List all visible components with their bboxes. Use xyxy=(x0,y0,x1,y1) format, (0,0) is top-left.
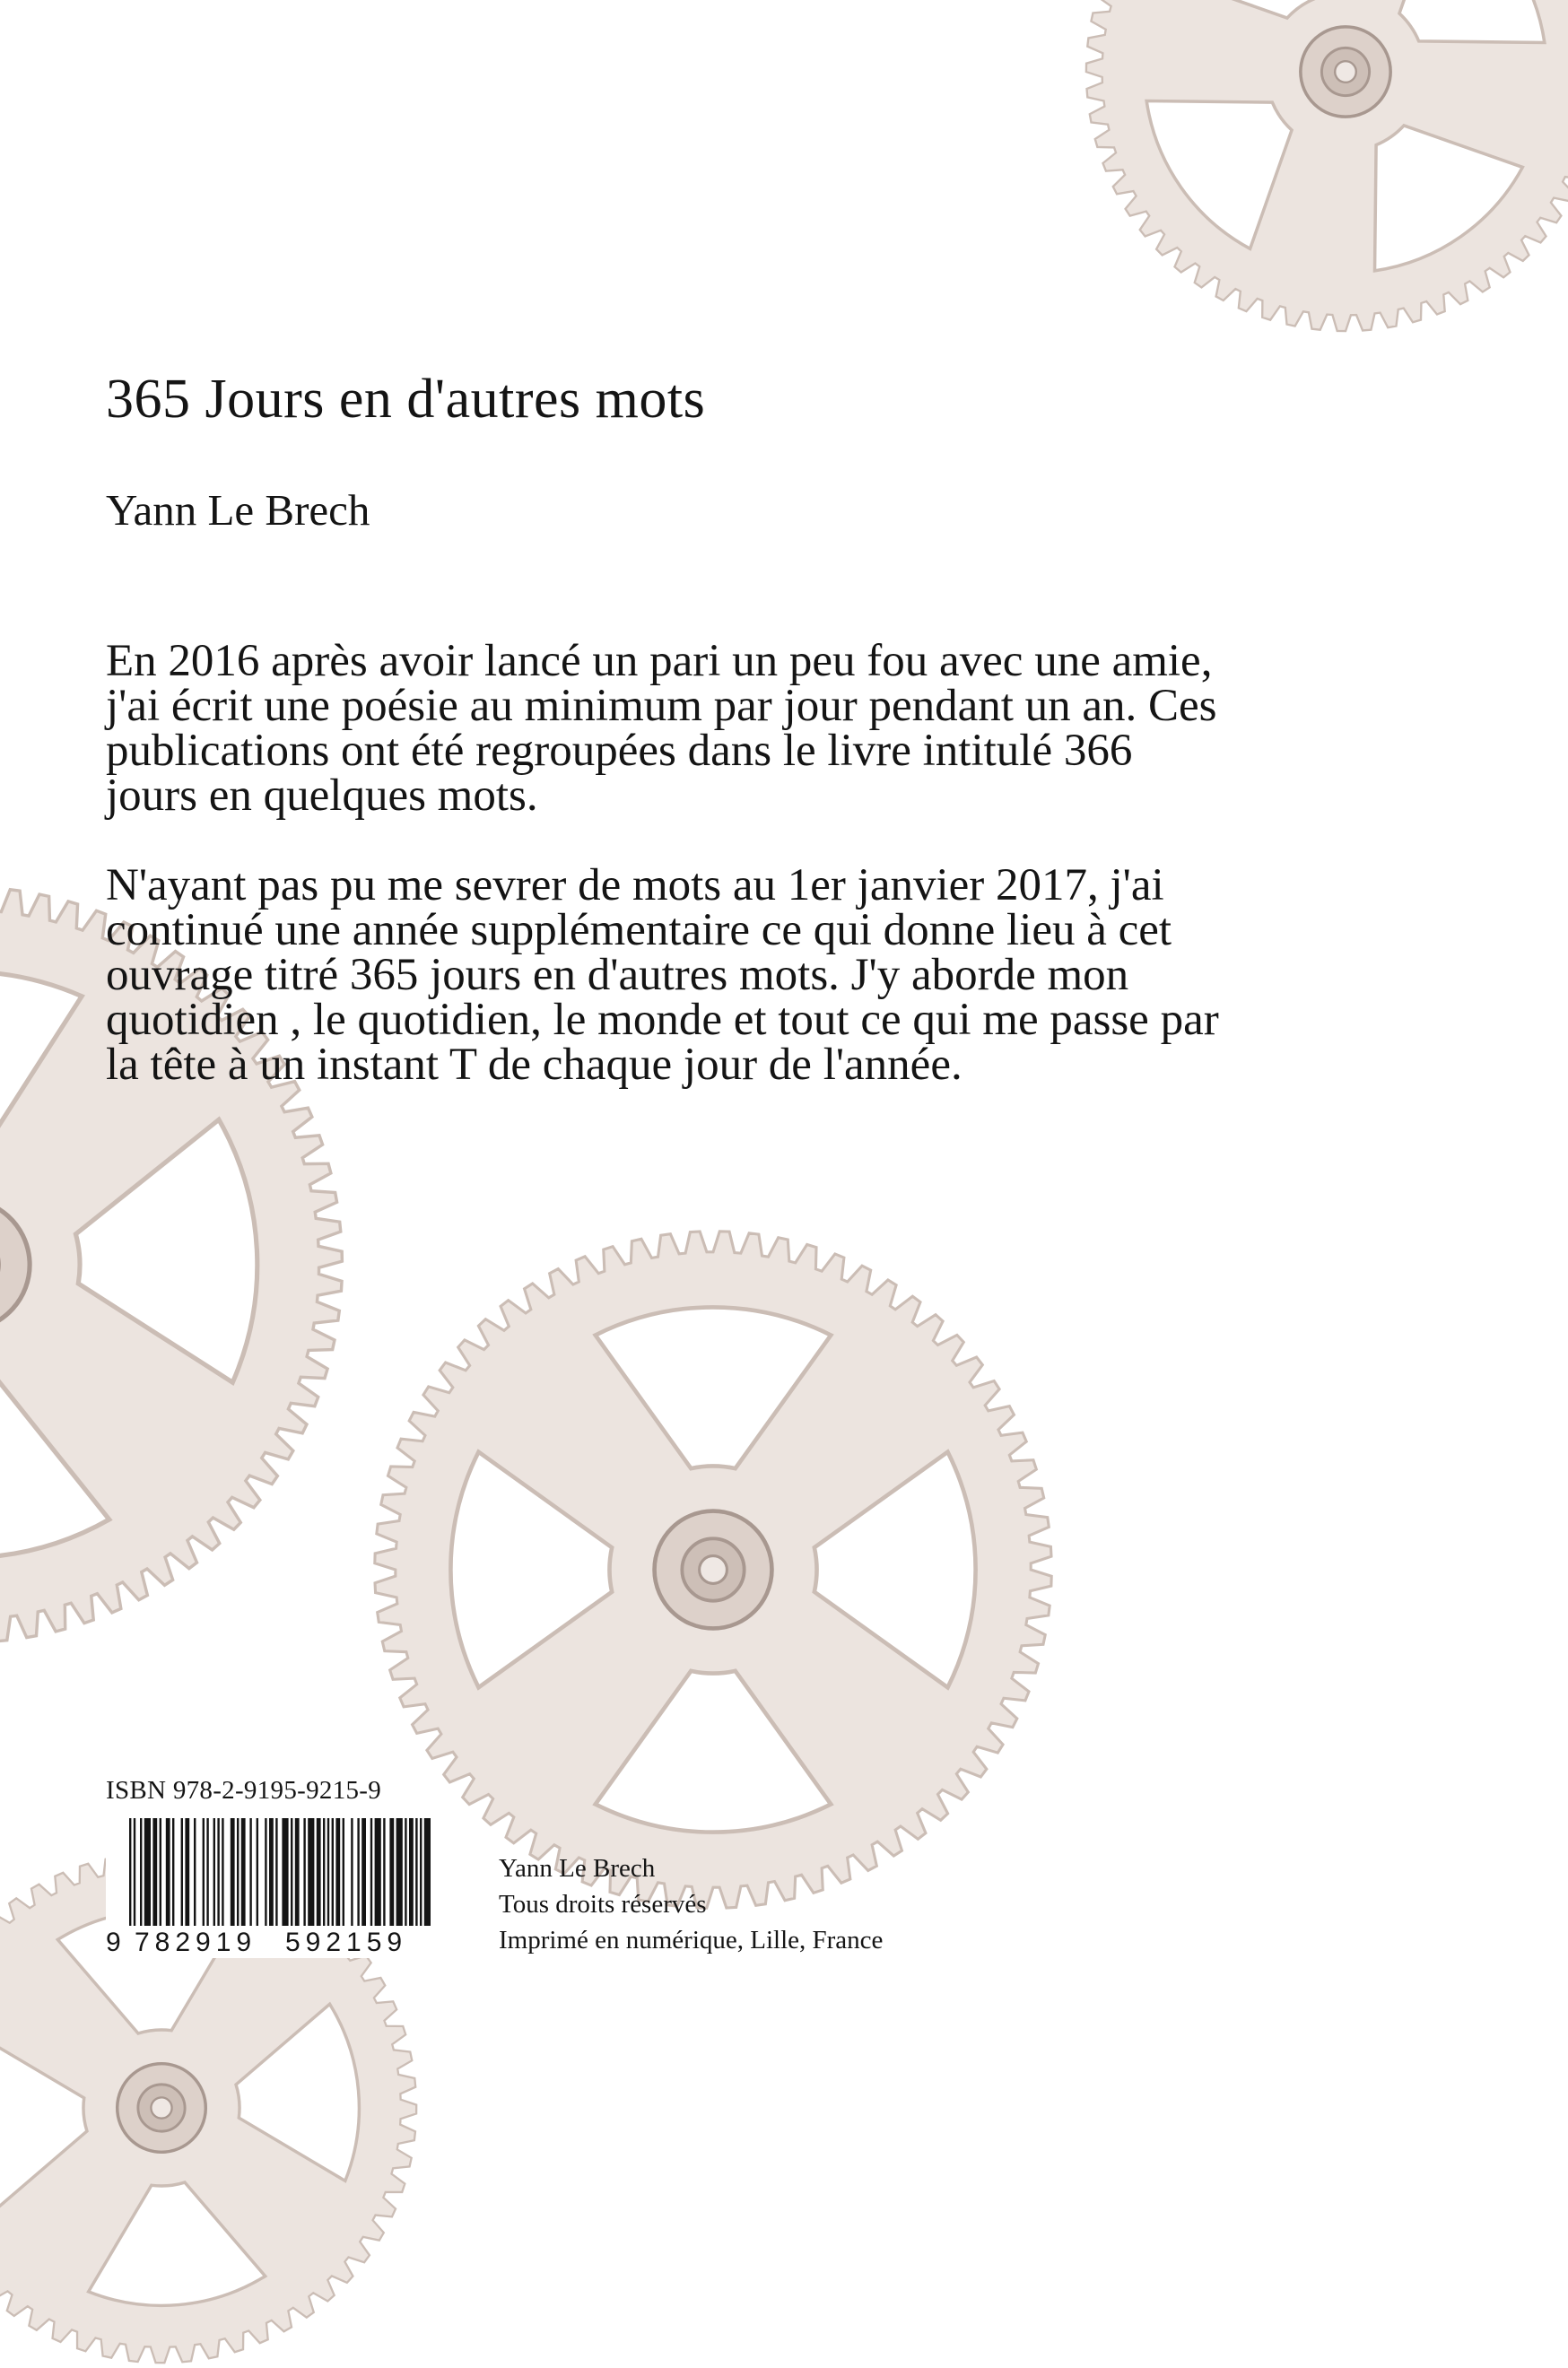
barcode-first-digit: 9 xyxy=(106,1928,121,1957)
barcode-right-digits: 592159 xyxy=(285,1928,408,1957)
barcode xyxy=(106,1816,436,1958)
book-title: 365 Jours en d'autres mots xyxy=(106,369,706,430)
imprint-block xyxy=(499,1850,883,1958)
barcode-digits xyxy=(106,1928,436,1958)
gear-icon-center xyxy=(368,1224,1058,1915)
author-name: Yann Le Brech xyxy=(106,485,370,535)
gear-icon-top xyxy=(1081,0,1568,336)
barcode-left-digits: 782919 xyxy=(135,1928,257,1957)
isbn-label: ISBN 978-2-9195-9215-9 xyxy=(106,1776,382,1805)
imprint-author: Yann Le Brech xyxy=(499,1854,656,1883)
blurb-paragraph: En 2016 après avoir lancé un pari un peu fou avec une amie, j'ai écrit une poésie au minimum par jour pendant un an. Ces publications ont été regroupées dans le livre intitulé 366 jours en quelques mots. xyxy=(106,636,1217,821)
blurb-paragraph: N'ayant pas pu me sevrer de mots au 1er janvier 2017, j'ai continué une année supplémentaire ce qui donne lieu à cet ouvrage titré 365 jours en d'autres mots. J'y aborde mon quotidien , le quotidien, le monde et tout ce qui me passe par la tête à un instant T de chaque jour de l'année. xyxy=(106,860,1219,1090)
imprint-rights: Tous droits réservés xyxy=(499,1890,707,1919)
back-cover-blurb xyxy=(106,636,1227,1132)
imprint-printing: Imprimé en numérique, Lille, France xyxy=(499,1926,884,1954)
